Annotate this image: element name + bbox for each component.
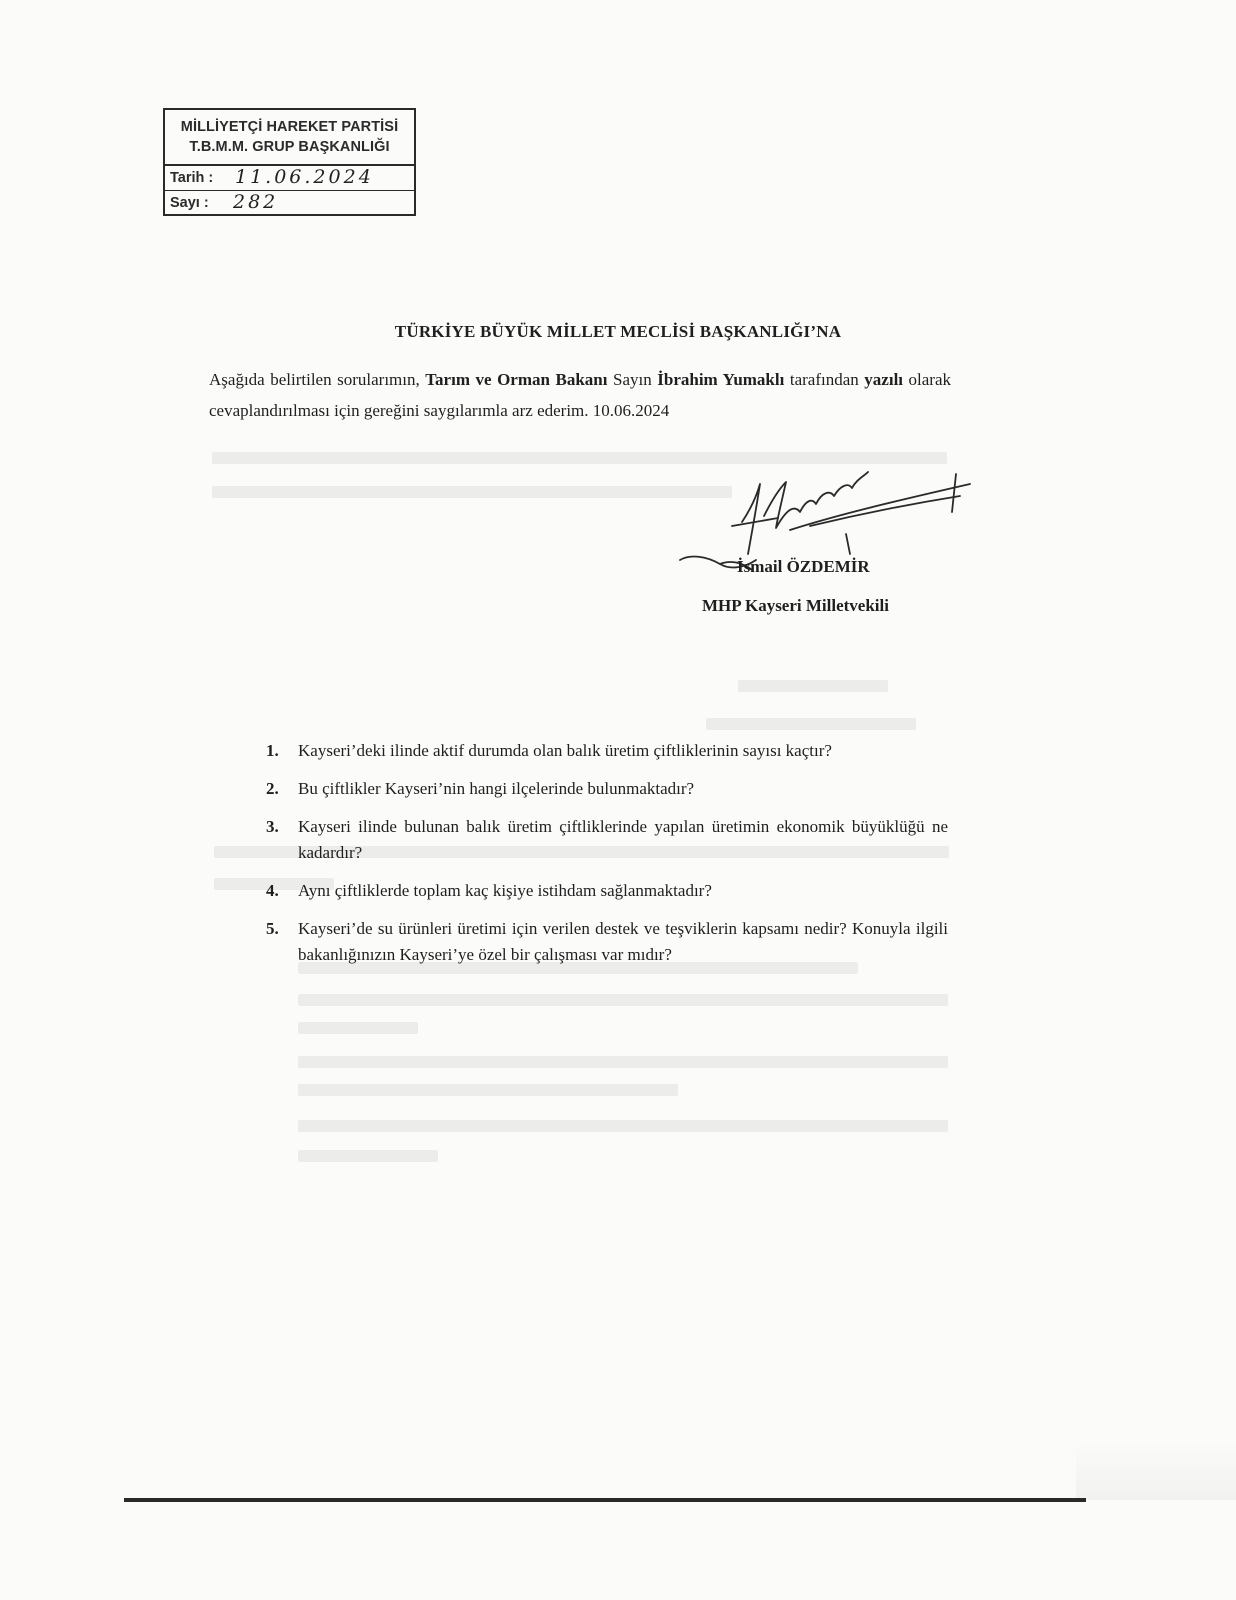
- intro-text-2: Sayın: [607, 370, 658, 389]
- intro-text-4: olarak cevaplandırılması için gereğini saygılarımla arz ederim. 10.06.2024: [209, 370, 952, 420]
- party-stamp: [163, 108, 416, 216]
- question-item: [266, 878, 948, 904]
- stamp-date-row: [165, 166, 414, 191]
- intro-paragraph: [209, 364, 951, 426]
- intro-text-1: Aşağıda belirtilen sorularımın,: [209, 370, 426, 389]
- question-number: 3.: [266, 817, 279, 836]
- signer-name: İsmail ÖZDEMİR: [737, 557, 870, 576]
- bleed-through-mark: [298, 1022, 418, 1034]
- bleed-through-mark: [298, 1120, 948, 1132]
- stamp-date-value: 11.06.2024: [235, 166, 374, 188]
- question-number: 2.: [266, 779, 279, 798]
- stamp-group-name: T.B.M.M. GRUP BAŞKANLIĞI: [189, 139, 390, 155]
- bleed-through-mark: [298, 1084, 678, 1096]
- document-heading: TÜRKİYE BÜYÜK MİLLET MECLİSİ BAŞKANLIĞI’NA: [394, 322, 842, 341]
- question-text: Kayseri’deki ilinde aktif durumda olan balık üretim çiftliklerinin sayısı kaçtır?: [298, 741, 832, 760]
- bleed-through-mark: [738, 680, 888, 692]
- question-text: Kayseri’de su ürünleri üretimi için verilen destek ve teşviklerin kapsamı nedir? Konuyla ilgili bakanlığınızın Kayseri’ye özel bir çalışması var mıdır?: [298, 919, 948, 964]
- bleed-through-mark: [298, 994, 948, 1006]
- bleed-through-mark: [298, 1150, 438, 1162]
- bleed-through-mark: [212, 452, 947, 464]
- question-item: [266, 738, 948, 764]
- bleed-through-mark: [706, 718, 916, 730]
- question-text: Kayseri ilinde bulunan balık üretim çiftliklerinde yapılan üretimin ekonomik büyüklüğü ne kadardır?: [298, 817, 948, 862]
- question-number: 1.: [266, 741, 279, 760]
- intro-text-3: tarafından: [784, 370, 865, 389]
- stamp-party-name: MİLLİYETÇİ HAREKET PARTİSİ: [180, 119, 399, 135]
- signer-title: MHP Kayseri Milletvekili: [702, 596, 889, 615]
- stamp-number-value: 282: [233, 191, 279, 213]
- question-item: [266, 814, 948, 866]
- scan-bottom-edge: [124, 1498, 1086, 1502]
- question-text: Aynı çiftliklerde toplam kaç kişiye istihdam sağlanmaktadır?: [298, 881, 712, 900]
- stamp-number-row: [165, 191, 414, 216]
- question-item: [266, 916, 948, 968]
- minister-name: İbrahim Yumaklı: [657, 370, 785, 389]
- minister-title: Tarım ve Orman Bakanı: [425, 370, 608, 389]
- bleed-through-mark: [212, 486, 732, 498]
- bleed-through-mark: [298, 1056, 948, 1068]
- question-list: [266, 738, 948, 980]
- question-number: 5.: [266, 919, 279, 938]
- written-word: yazılı: [864, 370, 904, 389]
- question-text: Bu çiftlikler Kayseri’nin hangi ilçelerinde bulunmaktadır?: [298, 779, 695, 798]
- question-number: 4.: [266, 881, 279, 900]
- stamp-date-label: Tarih :: [170, 170, 214, 186]
- question-item: [266, 776, 948, 802]
- scan-shadow: [1076, 1440, 1236, 1500]
- stamp-number-label: Sayı :: [170, 195, 209, 211]
- stamp-header: [165, 110, 414, 166]
